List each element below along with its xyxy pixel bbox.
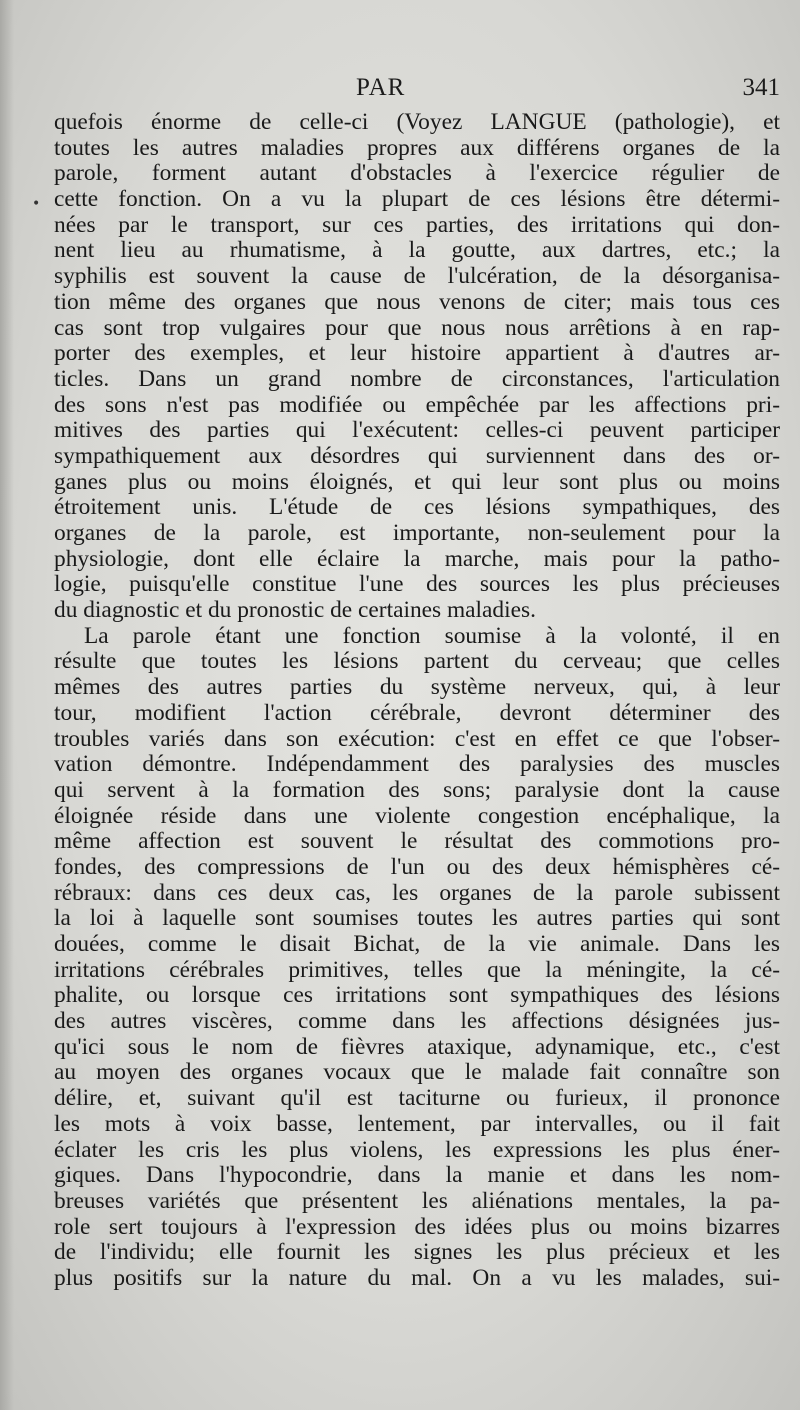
text-line: qui servent à la formation des sons; paralysie dont la cause (54, 776, 780, 803)
gutter-shadow (0, 0, 14, 1410)
text-line: sympathiquement aux désordres qui surviennent dans des or- (54, 442, 780, 469)
text-line: nent lieu au rhumatisme, à la goutte, aux dartres, etc.; la (54, 237, 780, 264)
text-line: cette fonction. On a vu la plupart de ces lésions être détermi- (54, 186, 780, 213)
text-line: éclater les cris les plus violens, les expressions les plus éner- (54, 1136, 780, 1163)
text-line: troubles variés dans son exécution: c'est en effet ce que l'obser- (54, 725, 780, 752)
text-line: qu'ici sous le nom de fièvres ataxique, adynamique, etc., c'est (54, 1033, 780, 1060)
paragraph-start-line: La parole étant une fonction soumise à la volonté, il en (84, 622, 780, 649)
text-line: éloignée réside dans une violente congestion encéphalique, la (54, 802, 780, 829)
text-line: étroitement unis. L'étude de ces lésions sympathiques, des (54, 494, 780, 521)
text-line: rébraux: dans ces deux cas, les organes de la parole subissent (54, 879, 780, 906)
text-line: douées, comme le disait Bichat, de la vie animale. Dans les (54, 931, 780, 957)
text-line: organes de la parole, est importante, non-seulement pour la (54, 520, 780, 546)
text-line: quefois énorme de celle-ci (Voyez LANGUE (pathologie), et (54, 109, 780, 135)
text-line: plus positifs sur la nature du mal. On a vu les malades, sui- (54, 1264, 780, 1291)
text-line: des autres viscères, comme dans les affections désignées jus- (54, 1008, 780, 1035)
text-line: des sons n'est pas modifiée ou empêchée par les affections pri- (54, 391, 780, 418)
text-line: même affection est souvent le résultat des commotions pro- (54, 828, 780, 855)
text-line: phalite, ou lorsque ces irritations sont sympathiques des lésions (54, 982, 780, 1009)
text-line: résulte que toutes les lésions partent du cerveau; que celles (54, 648, 780, 675)
text-line: cas sont trop vulgaires pour que nous nous arrêtions à en rap- (54, 314, 780, 341)
text-line: la loi à laquelle sont soumises toutes les autres parties qui sont (54, 905, 780, 932)
text-line: porter des exemples, et leur histoire appartient à d'autres ar- (54, 340, 780, 367)
page-number: 341 (742, 74, 780, 101)
text-line: ticles. Dans un grand nombre de circonstances, l'articulation (54, 365, 780, 392)
body-text (54, 110, 780, 1292)
text-line: fondes, des compressions de l'un ou des deux hémisphères cé- (54, 853, 780, 880)
running-title: PAR (356, 74, 406, 101)
running-head (56, 74, 780, 108)
text-line: mitives des parties qui l'exécutent: celles-ci peuvent participer (54, 417, 780, 444)
text-line: délire, et, suivant qu'il est taciturne ou furieux, il prononce (54, 1085, 780, 1112)
text-line: au moyen des organes vocaux que le malade fait connaître son (54, 1059, 780, 1086)
text-line: mêmes des autres parties du système nerveux, qui, à leur (54, 674, 780, 701)
text-line: giques. Dans l'hypocondrie, dans la manie et dans les nom- (54, 1162, 780, 1189)
text-line: tour, modifient l'action cérébrale, devront déterminer des (54, 699, 780, 726)
text-line: syphilis est souvent la cause de l'ulcération, de la désorganisa- (54, 263, 780, 290)
text-line: nées par le transport, sur ces parties, des irritations qui don- (54, 211, 780, 238)
text-line: irritations cérébrales primitives, telles que la méningite, la cé- (54, 956, 780, 983)
text-line: logie, puisqu'elle constitue l'une des sources les plus précieuses (54, 571, 780, 598)
text-line: toutes les autres maladies propres aux différens organes de la (54, 134, 780, 161)
text-line: vation démontre. Indépendamment des paralysies des muscles (54, 751, 780, 778)
text-line: role sert toujours à l'expression des idées plus ou moins bizarres (54, 1213, 780, 1240)
text-line: parole, forment autant d'obstacles à l'exercice régulier de (54, 160, 780, 187)
text-line: tion même des organes que nous venons de citer; mais tous ces (54, 288, 780, 315)
paragraph-end-line: du diagnostic et du pronostic de certaines maladies. (54, 597, 536, 624)
text-line: les mots à voix basse, lentement, par intervalles, ou il fait (54, 1110, 780, 1137)
text-line: physiologie, dont elle éclaire la marche, mais pour la patho- (54, 545, 780, 572)
text-line: de l'individu; elle fournit les signes les plus précieux et les (54, 1239, 780, 1266)
text-line: breuses variétés que présentent les aliénations mentales, la pa- (54, 1187, 780, 1214)
text-line: ganes plus ou moins éloignés, et qui leur sont plus ou moins (54, 468, 780, 495)
stray-ink-mark: • (32, 196, 41, 212)
